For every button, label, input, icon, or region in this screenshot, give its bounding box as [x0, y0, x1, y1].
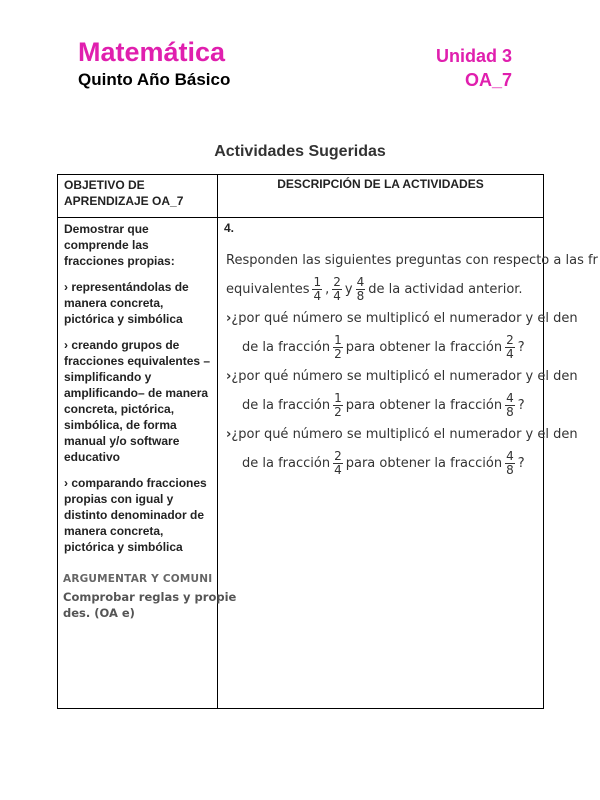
activity-number: 4. [224, 221, 235, 235]
denominator: 8 [506, 462, 514, 477]
question-2-fractions [226, 390, 566, 420]
question-3-fractions [226, 448, 566, 478]
fraction [312, 276, 322, 303]
para-obtener: para obtener la fracción [345, 455, 503, 471]
numerator: 2 [334, 448, 342, 463]
skill-excerpt [63, 571, 237, 621]
fraction [356, 276, 366, 303]
activity-excerpt [226, 246, 598, 478]
para-obtener: para obtener la fracción [345, 397, 503, 413]
question-2 [226, 362, 578, 390]
bullet-icon: › [226, 310, 232, 326]
bullet-icon: › [226, 426, 232, 442]
numerator: 4 [506, 448, 514, 463]
numerator: 1 [334, 332, 342, 347]
denominator: 8 [356, 288, 365, 303]
oa-code: OA_7 [464, 70, 512, 90]
numerator: 2 [333, 274, 341, 289]
numerator: 2 [506, 332, 514, 347]
comma: , [325, 281, 330, 297]
fraction [332, 276, 342, 303]
question-3 [226, 420, 578, 448]
skill-title: ARGUMENTAR Y COMUNI [63, 573, 213, 585]
denominator: 4 [506, 346, 514, 361]
unit-label: Unidad 3 [435, 46, 512, 66]
fraction [505, 392, 515, 419]
subject-title: Matemática [78, 37, 226, 67]
question-1-fractions [226, 332, 566, 362]
activity-intro [226, 246, 598, 274]
numerator: 4 [356, 274, 365, 289]
fraction [333, 392, 343, 419]
bullet-icon: › [226, 368, 232, 384]
de-la-fraccion: de la fracción [242, 455, 331, 471]
question-text: ¿por qué número se multiplicó el numerador y el den [231, 310, 578, 326]
question-mark: ? [517, 339, 525, 355]
fraction [333, 334, 343, 361]
activity-cell [218, 218, 598, 709]
fraction [505, 450, 515, 477]
equiv-prefix: equivalentes [226, 281, 310, 297]
denominator: 2 [334, 404, 342, 419]
activities-table [57, 174, 598, 709]
numerator: 4 [506, 390, 514, 405]
header-description: DESCRIPCIÓN DE LA ACTIVIDADES [218, 175, 544, 218]
denominator: 4 [334, 462, 342, 477]
objective-intro: Demostrar que comprende las fracciones propias: [64, 222, 175, 268]
header-left [78, 36, 230, 91]
objective-cell [58, 218, 237, 709]
grade-level: Quinto Año Básico [78, 70, 231, 89]
denominator: 2 [334, 346, 342, 361]
header-right [436, 44, 512, 92]
equivalents-line [226, 274, 566, 304]
section-title: Actividades Sugeridas [214, 143, 386, 160]
numerator: 1 [313, 274, 322, 289]
header-objective: OBJETIVO DE APRENDIZAJE OA_7 [58, 175, 218, 218]
conjunction: y [344, 281, 353, 297]
question-text: ¿por qué número se multiplicó el numerador y el den [231, 368, 578, 384]
equiv-suffix: de la actividad anterior. [368, 281, 523, 297]
para-obtener: para obtener la fracción [345, 339, 503, 355]
intro-text: Responden las siguientes preguntas con respecto a las fr [226, 252, 598, 268]
objective-bullet-2: › creando grupos de fracciones equivalentes – simplificando y amplificando– de manera concreta, pictórica, simbólica, de forma manual y/o software educativo [64, 338, 211, 464]
question-1 [226, 304, 578, 332]
skill-line-1: Comprobar reglas y propie [63, 590, 237, 604]
objective-bullet-3: › comparando fracciones propias con igual y distinto denominador de manera concreta, pictórica y simbólica [64, 476, 207, 554]
denominator: 4 [313, 288, 322, 303]
fraction [333, 450, 343, 477]
question-mark: ? [517, 455, 525, 471]
denominator: 8 [506, 404, 514, 419]
question-mark: ? [517, 397, 525, 413]
de-la-fraccion: de la fracción [242, 339, 331, 355]
fraction [505, 334, 515, 361]
numerator: 1 [334, 390, 342, 405]
objective-bullet-1: › representándolas de manera concreta, pictórica y simbólica [64, 280, 189, 326]
denominator: 4 [333, 288, 341, 303]
question-text: ¿por qué número se multiplicó el numerador y el den [231, 426, 578, 442]
de-la-fraccion: de la fracción [242, 397, 331, 413]
skill-line-2: des. (OA e) [63, 606, 135, 620]
